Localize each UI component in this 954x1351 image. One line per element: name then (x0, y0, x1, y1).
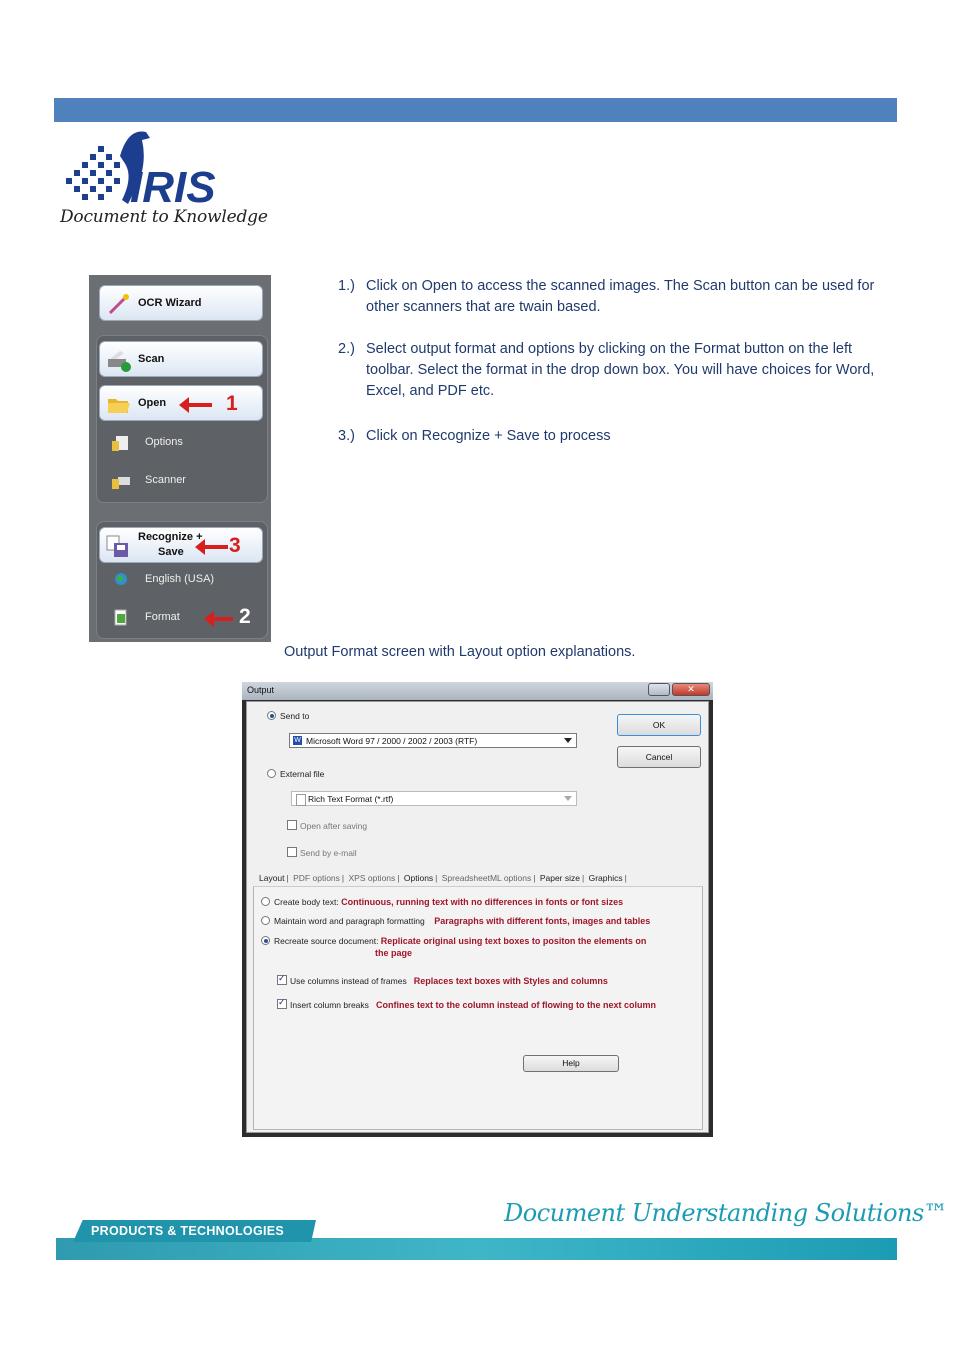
help-button[interactable]: Help (523, 1055, 619, 1072)
save-disk-icon (106, 533, 132, 559)
radio-unchecked-icon (261, 916, 270, 925)
scanner-button[interactable] (99, 466, 263, 496)
step-text: Select output format and options by clicking on the Format button on the left toolbar. Select the format in the drop down box. You will have choices for Word, Excel, and PDF etc. (366, 341, 875, 399)
chevron-down-icon (564, 796, 572, 801)
open-label: Open (138, 397, 167, 409)
checkbox-checked-icon (277, 975, 287, 985)
open-after-saving-checkbox[interactable] (287, 820, 367, 831)
restore-icon[interactable] (648, 683, 670, 696)
checkbox-label: Use columns instead of frames (290, 976, 407, 986)
chevron-down-icon (564, 738, 572, 743)
word-icon: W (294, 737, 301, 744)
tab-layout[interactable]: Layout (259, 873, 285, 883)
checkbox-checked-icon (277, 999, 287, 1009)
callout-arrow-2 (213, 617, 233, 621)
step-number: 2.) (338, 341, 355, 357)
scan-label: Scan (138, 353, 165, 365)
language-label: English (USA) (145, 573, 215, 585)
dialog-body (246, 701, 709, 1133)
scanner-settings-icon (111, 471, 131, 491)
external-file-value: Rich Text Format (*.rtf) (308, 794, 394, 804)
callout-number-3: 3 (229, 534, 241, 557)
dialog-titlebar (242, 682, 713, 700)
rtf-file-icon (296, 794, 306, 806)
step-2 (338, 339, 898, 402)
scanner-icon (106, 347, 132, 373)
send-by-email-label: Send by e-mail (300, 848, 357, 858)
maintain-formatting-option[interactable] (261, 916, 650, 926)
external-file-label: External file (280, 769, 325, 779)
dialog-title: Output (247, 685, 275, 695)
option-explanation: Paragraphs with different fonts, images and tables (434, 916, 651, 926)
globe-icon (111, 570, 131, 590)
logo-wordmark: IRIS (130, 163, 216, 212)
send-by-email-checkbox[interactable] (287, 847, 357, 858)
magic-wand-icon (106, 291, 132, 317)
format-button[interactable] (99, 603, 263, 633)
step-text: Click on Open to access the scanned images. The Scan button can be used for other scanners that are twain based. (366, 278, 875, 315)
send-to-select[interactable] (289, 733, 577, 748)
tab-paper-size[interactable]: Paper size (539, 873, 580, 883)
external-file-radio[interactable] (267, 769, 324, 779)
ocr-wizard-label: OCR Wizard (138, 297, 202, 309)
send-to-value: Microsoft Word 97 / 2000 / 2002 / 2003 (RTF) (306, 736, 478, 746)
checkbox-icon (287, 847, 297, 857)
option-explanation: Replicate original using text boxes to positon the elements on (380, 936, 647, 946)
options-button[interactable] (99, 428, 263, 458)
format-document-icon (111, 608, 131, 628)
dialog-tabs: Layout | PDF options | XPS options | Options | SpreadsheetML options | Paper size | Graphics | (259, 873, 627, 883)
cancel-button[interactable]: Cancel (617, 746, 701, 768)
checkbox-icon (287, 820, 297, 830)
logo-tagline: Document to Knowledge (60, 207, 268, 227)
tab-spreadsheetml-options[interactable]: SpreadsheetML options (441, 873, 532, 883)
language-selector[interactable] (99, 565, 263, 595)
step-number: 3.) (338, 428, 355, 444)
open-button[interactable] (99, 385, 263, 421)
ocr-wizard-button[interactable] (99, 285, 263, 321)
send-to-radio[interactable] (267, 711, 309, 721)
options-label: Options (145, 436, 183, 448)
checkbox-label: Insert column breaks (290, 1000, 369, 1010)
step-text: Click on Recognize + Save to process (366, 428, 611, 444)
create-body-text-option[interactable]: Create body text: Continuous, running text with no differences in fonts or font sizes (261, 897, 623, 907)
recognize-label-line1: Recognize + (138, 531, 203, 543)
format-label: Format (145, 611, 180, 623)
close-icon[interactable]: ✕ (672, 683, 710, 696)
scan-button[interactable] (99, 341, 263, 377)
use-columns-checkbox[interactable] (277, 975, 608, 986)
option-label: Create body text (274, 897, 337, 907)
footer-products-technologies: PRODUCTS & TECHNOLOGIES (91, 1224, 285, 1238)
callout-arrow-3 (204, 545, 228, 549)
step-3 (338, 426, 898, 447)
send-to-label: Send to (280, 711, 310, 721)
option-explanation: Continuous, running text with no differences in fonts or font sizes (341, 897, 624, 907)
callout-number-1: 1 (226, 392, 238, 415)
insert-column-breaks-checkbox[interactable] (277, 999, 656, 1010)
radio-checked-icon (261, 936, 270, 945)
radio-unchecked-icon (261, 897, 270, 906)
option-explanation-continued: the page (375, 948, 413, 958)
checkbox-explanation: Confines text to the column instead of flowing to the next column (376, 1000, 657, 1010)
step-number: 1.) (338, 278, 355, 294)
option-label: Maintain word and paragraph formatting (274, 916, 425, 926)
left-toolbar (89, 275, 271, 642)
recognize-label-line2: Save (158, 546, 184, 558)
recognize-save-button[interactable] (99, 527, 263, 563)
step-1 (338, 276, 898, 318)
recreate-source-option[interactable]: Recreate source document: Replicate original using text boxes to positon the elements on (261, 936, 646, 946)
tab-pdf-options[interactable]: PDF options (293, 873, 340, 883)
figure-caption: Output Format screen with Layout option explanations. (284, 644, 636, 660)
output-dialog (242, 682, 713, 1137)
folder-icon (106, 391, 132, 417)
radio-checked-icon (267, 711, 276, 720)
scanner-label: Scanner (145, 474, 186, 486)
checkbox-explanation: Replaces text boxes with Styles and columns (413, 976, 608, 986)
callout-number-2: 2 (239, 605, 251, 628)
tab-graphics[interactable]: Graphics (588, 873, 623, 883)
open-after-saving-label: Open after saving (300, 821, 368, 831)
tab-options[interactable]: Options (403, 873, 434, 883)
radio-unchecked-icon (267, 769, 276, 778)
external-file-select[interactable] (291, 791, 577, 806)
option-label: Recreate source document (274, 936, 377, 946)
footer-slogan: Document Understanding Solutions™ (504, 1199, 948, 1227)
tab-xps-options[interactable]: XPS options (348, 873, 396, 883)
ok-button[interactable]: OK (617, 714, 701, 736)
callout-arrow-1 (188, 403, 212, 407)
header-bar (54, 98, 897, 122)
options-icon (111, 433, 131, 453)
